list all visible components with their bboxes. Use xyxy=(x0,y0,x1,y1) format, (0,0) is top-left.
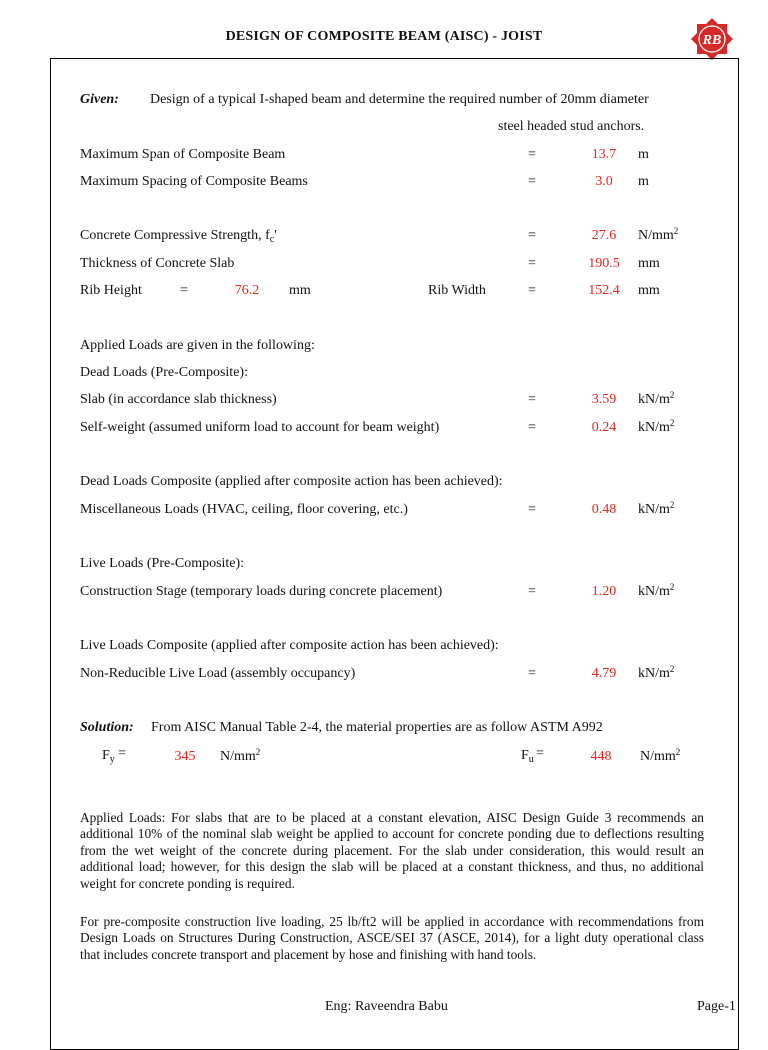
fc-value: 27.6 xyxy=(591,228,617,243)
spacing-equals: = xyxy=(528,174,536,189)
live-comp-heading: Live Loads Composite (applied after composite action has been achieved): xyxy=(80,638,499,653)
loads-intro: Applied Loads are given in the following: xyxy=(80,338,315,353)
dead-pre-heading: Dead Loads (Pre-Composite): xyxy=(80,365,248,380)
span-value: 13.7 xyxy=(591,147,617,162)
live-pre-heading: Live Loads (Pre-Composite): xyxy=(80,556,245,571)
fc-unit: $N/mm^2$ xyxy=(638,226,679,243)
spacing-unit: m xyxy=(638,174,649,189)
selfweight-label: Self-weight (assumed uniform load to account for beam weight) xyxy=(80,420,440,435)
given-label: Given: xyxy=(80,92,119,107)
span-equals: = xyxy=(528,147,536,162)
footer-author: Eng: Raveendra Babu xyxy=(325,999,448,1014)
misc-load-unit: $kN/m^2$ xyxy=(638,500,675,517)
misc-load-value: 0.48 xyxy=(591,502,617,517)
fy-value: 345 xyxy=(174,749,196,764)
slab-thickness-label: Thickness of Concrete Slab xyxy=(80,256,235,271)
construction-load-equals: = xyxy=(528,584,536,599)
content-frame xyxy=(50,58,739,1050)
slab-thickness-unit: mm xyxy=(638,256,660,271)
rib-width-label: Rib Width xyxy=(428,283,486,298)
fc-label: Concrete Compressive Strength, $f_c'$ xyxy=(80,228,277,245)
live-load-unit: $kN/m^2$ xyxy=(638,664,675,681)
slab-load-equals: = xyxy=(528,392,536,407)
rib-height-unit: mm xyxy=(289,283,311,298)
construction-load-unit: $kN/m^2$ xyxy=(638,582,675,599)
fc-subscript: c xyxy=(269,234,275,245)
fy-symbol: $F_y$ xyxy=(102,748,115,765)
selfweight-value: 0.24 xyxy=(591,420,617,435)
rib-height-equals: = xyxy=(180,283,188,298)
applied-loads-paragraph: Applied Loads: For slabs that are to be placed at a constant elevation, AISC Design Guide 3 recommends an additional 10% of the nominal slab weight be applied to account for concrete ponding due to deflections resulting from the wet weight of the concrete during placement. For the slab under consideration, this would result an additional load; however, for this design the slab will be placed at a constant thickness, and thus, no additional weight for concrete ponding is required. xyxy=(80,810,704,891)
fy-equals: = xyxy=(118,746,126,761)
given-text-line1: Design of a typical I-shaped beam and determine the required number of 20mm diameter xyxy=(150,92,649,107)
span-unit: m xyxy=(638,147,649,162)
fu-unit: $N/mm^2$ xyxy=(640,747,681,764)
selfweight-unit: $kN/m^2$ xyxy=(638,418,675,435)
rb-logo-icon xyxy=(690,17,734,61)
misc-load-equals: = xyxy=(528,502,536,517)
fu-equals: = xyxy=(536,746,544,761)
live-load-label: Non-Reducible Live Load (assembly occupancy) xyxy=(80,666,356,681)
selfweight-equals: = xyxy=(528,420,536,435)
live-load-equals: = xyxy=(528,666,536,681)
rib-height-label: Rib Height xyxy=(80,283,142,298)
footer-page-number: Page-1 xyxy=(697,999,736,1014)
rib-width-value: 152.4 xyxy=(588,283,620,298)
page-title: DESIGN OF COMPOSITE BEAM (AISC) - JOIST xyxy=(225,29,543,44)
rib-width-unit: mm xyxy=(638,283,660,298)
rib-width-equals: = xyxy=(528,283,536,298)
construction-live-paragraph: For pre-composite construction live loading, 25 lb/ft2 will be applied in accordance with recommendations from Design Loads on Structures During Construction, ASCE/SEI 37 (ASCE, 2014), for a light duty operational class that includes concrete transport and placement by hose and finishing with hand tools. xyxy=(80,914,704,962)
spacing-label: Maximum Spacing of Composite Beams xyxy=(80,174,308,189)
construction-load-label: Construction Stage (temporary loads during concrete placement) xyxy=(80,584,443,599)
fu-symbol: $F_u$ xyxy=(521,748,534,765)
slab-load-value: 3.59 xyxy=(591,392,617,407)
slab-load-unit: $kN/m^2$ xyxy=(638,390,675,407)
live-load-value: 4.79 xyxy=(591,666,617,681)
given-text-line2: steel headed stud anchors. xyxy=(498,119,645,134)
slab-thickness-value: 190.5 xyxy=(588,256,620,271)
slab-load-label: Slab (in accordance slab thickness) xyxy=(80,392,277,407)
fu-value: 448 xyxy=(590,749,612,764)
span-label: Maximum Span of Composite Beam xyxy=(80,147,286,162)
rib-height-value: 76.2 xyxy=(234,283,260,298)
fc-equals: = xyxy=(528,228,536,243)
solution-label: Solution: xyxy=(80,720,134,735)
solution-text: From AISC Manual Table 2-4, the material properties are as follow ASTM A992 xyxy=(151,720,603,735)
fy-unit: $N/mm^2$ xyxy=(220,747,261,764)
dead-comp-heading: Dead Loads Composite (applied after composite action has been achieved): xyxy=(80,474,503,489)
construction-load-value: 1.20 xyxy=(591,584,617,599)
slab-thickness-equals: = xyxy=(528,256,536,271)
logo-text: RB xyxy=(702,33,722,48)
misc-load-label: Miscellaneous Loads (HVAC, ceiling, floor covering, etc.) xyxy=(80,502,408,517)
spacing-value: 3.0 xyxy=(595,174,613,189)
